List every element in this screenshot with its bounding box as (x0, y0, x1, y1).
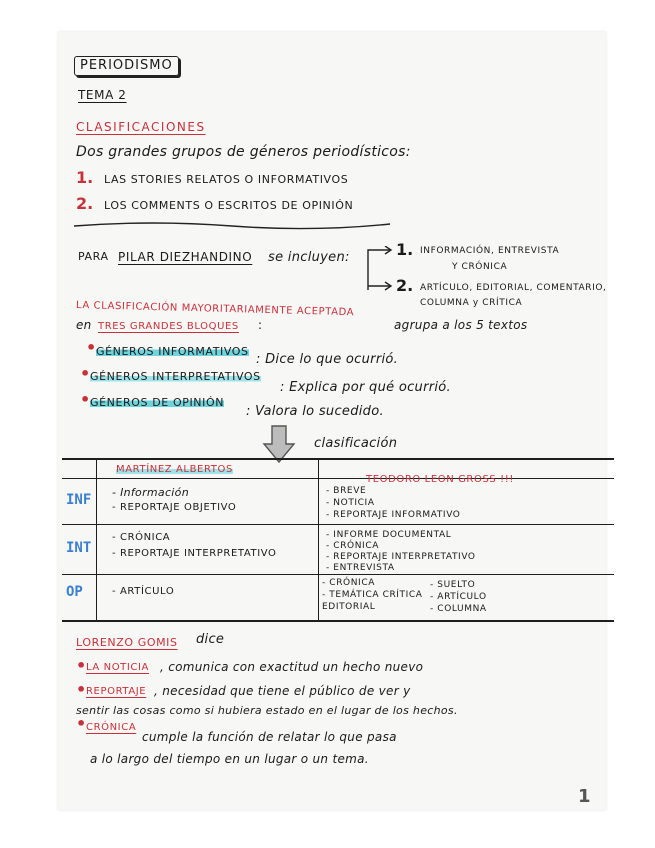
genre-opinion-label: GÉNEROS DE OPINIÓN (90, 396, 225, 409)
table-cell: - NOTICIA (326, 498, 375, 508)
mayoritaria-line2-prefix: en (76, 318, 92, 332)
bracket-arrows (360, 246, 394, 292)
group2-number: 2. (76, 194, 94, 213)
genre-informativos-text: : Dice lo que ocurrió. (256, 352, 399, 367)
mayoritaria-line1-tail: agrupa a los 5 textos (394, 318, 528, 332)
table-cell: - REPORTAJE OBJETIVO (112, 502, 237, 513)
pilar-item2-line-a: ARTÍCULO, EDITORIAL, COMENTARIO, (420, 283, 607, 293)
gomis-reportaje-label: REPORTAJE (86, 686, 147, 697)
table-cell: - ARTÍCULO (430, 592, 487, 602)
pilar-item1-line-b: Y CRÓNICA (452, 262, 508, 272)
table-cell: - SUELTO (430, 580, 476, 590)
row-code-op: OP (66, 584, 83, 600)
genre-opinion-text: : Valora lo sucedido. (246, 404, 384, 419)
table-cell: - ARTÍCULO (112, 586, 175, 597)
pilar-prefix: PARA (78, 250, 109, 263)
gomis-tail: dice (196, 632, 225, 647)
table-cell: - ENTREVISTA (326, 563, 395, 573)
group1-text: LAS STORIES RELATOS O INFORMATIVOS (104, 173, 349, 186)
divider-squiggle (72, 218, 392, 232)
pilar-item2-number: 2. (396, 276, 414, 295)
gomis-cronica-text: cumple la función de relatar lo que pasa (142, 730, 397, 744)
bullet-dot: • (76, 656, 87, 675)
pilar-name: PILAR DIEZHANDINO (118, 250, 253, 264)
table-cell: - BREVE (326, 486, 367, 496)
mayoritaria-blocks: TRES GRANDES BLOQUES (98, 321, 239, 332)
genre-interpretativos-label: GÉNEROS INTERPRETATIVOS (90, 370, 261, 383)
table-cell: - REPORTAJE INTERPRETATIVO (326, 552, 476, 562)
pilar-item1-line-a: INFORMACIÓN, ENTREVISTA (420, 246, 560, 256)
table-cell: - Información (112, 486, 189, 499)
group1-number: 1. (76, 168, 94, 187)
gomis-noticia-text: , comunica con exactitud un hecho nuevo (160, 660, 424, 674)
gomis-name: LORENZO GOMIS (76, 636, 178, 649)
table-cell: - CRÓNICA (326, 541, 379, 551)
page-title: PERIODISMO (74, 56, 179, 76)
gomis-reportaje-cont: sentir las cosas como si hubiera estado en el lugar de los hechos. (76, 704, 458, 717)
gomis-cronica-cont: a lo largo del tiempo en un lugar o un tema. (90, 752, 369, 766)
mayoritaria-line1: LA CLASIFICACIÓN MAYORITARIAMENTE ACEPTADA (75, 300, 355, 319)
table-cell: - REPORTAJE INTERPRETATIVO (112, 548, 277, 559)
row-code-inf: INF (66, 492, 92, 508)
bullet-dot: • (80, 390, 91, 409)
pilar-item2-line-b: COLUMNA y CRÍTICA (420, 298, 523, 308)
table-cell: EDITORIAL (322, 602, 376, 612)
arrow-caption: clasificación (314, 436, 398, 451)
genre-informativos-label: GÉNEROS INFORMATIVOS (96, 345, 249, 358)
table-cell: - REPORTAJE INFORMATIVO (326, 510, 461, 520)
topic-label: TEMA 2 (78, 88, 127, 102)
bullet-dot: • (76, 680, 87, 699)
pilar-suffix: se incluyen: (268, 250, 350, 265)
table-cell: - CRÓNICA (112, 532, 171, 543)
row-code-int: INT (66, 540, 92, 556)
group2-text: LOS COMMENTS O ESCRITOS DE OPINIÓN (104, 199, 354, 212)
intro-line: Dos grandes grupos de géneros periodísticos: (76, 144, 411, 160)
gomis-noticia-label: LA NOTICIA (86, 662, 150, 673)
table-cell: - CRÓNICA (322, 578, 375, 588)
pilar-item1-number: 1. (396, 240, 414, 259)
bullet-dot: • (80, 364, 91, 383)
col-header-leon-gross: TEODORO LEON GROSS !!! (366, 474, 514, 485)
table-cell: - COLUMNA (430, 604, 487, 614)
table-cell: - INFORME DOCUMENTAL (326, 530, 452, 540)
mayoritaria-line2-tail: : (258, 318, 263, 332)
genre-interpretativos-text: : Explica por qué ocurrió. (280, 380, 451, 395)
section-title: CLASIFICACIONES (76, 120, 206, 134)
col-header-martinez: MARTÍNEZ ALBERTOS (116, 464, 233, 475)
gomis-cronica-label: CRÓNICA (86, 722, 137, 733)
page-number: 1 (578, 786, 591, 807)
bullet-dot: • (86, 338, 97, 357)
table-cell: - TEMÁTICA CRÍTICA (322, 590, 423, 600)
bullet-dot: • (76, 714, 87, 733)
gomis-reportaje-text: , necesidad que tiene el público de ver y (154, 684, 411, 698)
